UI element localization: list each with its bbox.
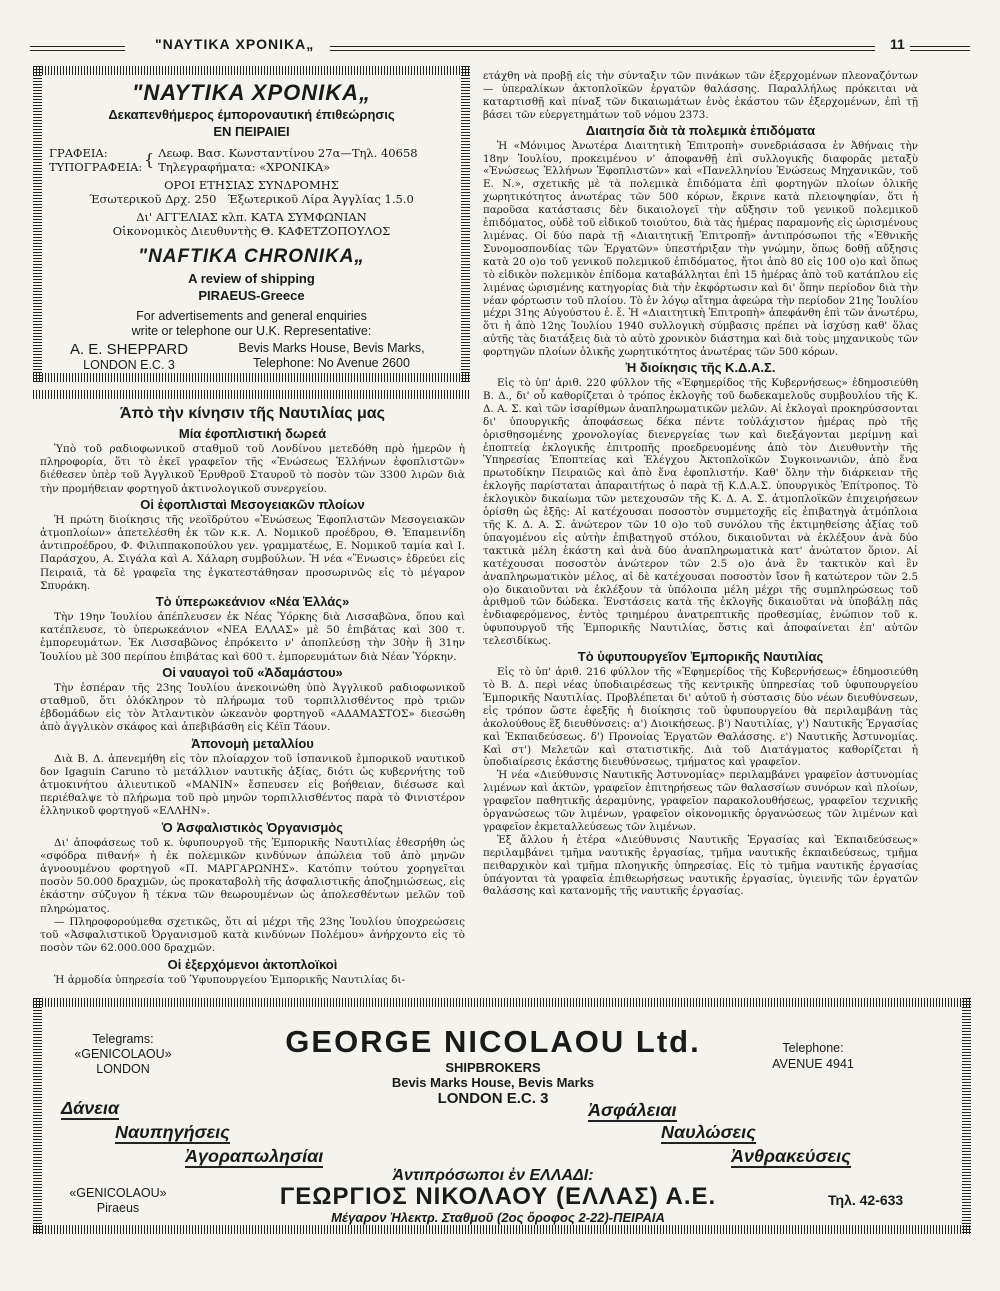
rep-address: Bevis Marks House, Bevis Marks, [238, 341, 425, 355]
telegrams-block [73, 1032, 173, 1077]
phone-label: Telephone: [782, 1041, 844, 1055]
article-text: — Πληροφορούμεθα σχετικῶς, ὅτι αἱ μέχρι τῆς 23ης Ἰουλίου ὑποχρεώσεις τοῦ «Ἀσφαλιστικοῦ Ὀργανισμοῦ κατὰ κινδύνων Πολέμου» ἀνήρχοντο εἰς τὸ ποσὸν τῶν 62.000.000 δραχμῶν. [40, 915, 465, 955]
masthead-box [33, 66, 470, 382]
company-address: Bevis Marks House, Bevis Marks [391, 1075, 595, 1090]
right-column [483, 70, 918, 898]
article-text: Ἐξ ἄλλου ἡ ἑτέρα «Διεύθυνσις Ναυτικῆς Ἐργασίας καὶ Ἐκπαιδεύσεως» περιλαμβάνει τμῆμα ναυτικῆς ἐργασίας, τμῆμα ναυτικῆς ἐκπαιδεύσεως, τμῆμα πειθαρχικὸν καὶ τμῆμα πλοηγικῆς ὑπηρεσίας. Εἰς τὸ τμῆμα ναυτικῆς ἐργασίας ὑπάγονται τὰ γραφεῖα ἐπιθεωρήσεως ναυτικῆς ἐργασίας, ὑγιεινῆς τῶν ἐργατῶν θαλάσσης καὶ κατανομῆς τῆς ναυτικῆς ἐργασίας. [483, 833, 918, 898]
representative-block [49, 341, 454, 373]
terms-title: ΟΡΟΙ ΕΤΗΣΙΑΣ ΣΥΝΔΡΟΜΗΣ [164, 178, 339, 192]
terms-inner: Έσωτερικοῦ Δρχ. 250 [89, 192, 217, 206]
director-line: Οἰκονομικὸς Διευθυντὴς Θ. ΚΑΦΕΤΖΟΠΟΥΛΟΣ [112, 224, 391, 238]
company-city: LONDON E.C. 3 [437, 1090, 549, 1107]
agents-title: Ἀντιπρόσωποι ἐν ΕΛΛΑΔΙ: [392, 1167, 594, 1184]
service-bunkering: Ἀνθρακεύσεις [731, 1146, 851, 1166]
article-title: Τὸ ὑφυπουργεῖον Ἐμπορικῆς Ναυτιλίας [577, 649, 824, 665]
company-block [213, 1024, 773, 1108]
rep-city: LONDON E.C. 3 [83, 358, 175, 372]
review-en: A review of shipping [188, 271, 315, 286]
header-rule [330, 46, 875, 51]
article-text: Ἡ «Μόνιμος Ἀνωτέρα Διαιτητικὴ Ἐπιτροπὴ» συνεδριάσασα ἐν Ἀθήναις τὴν 18ην Ἰουλίου, προκειμένου ν' ἀποφανθῇ ἐπὶ συλλογικῆς διαφορᾶς μεταξὺ «Ἑνώσεως Ἑλλήνων Ἐφοπλιστῶν» καὶ «Πανελληνίου Ἑνώσεως Μηχανικῶν, τοῦ Ε. Ν.», σχετικῆς μὲ τὰ πολεμικὰ ἐπιδόματα ἐπὶ φορτηγῶν πλοίων ὁλικῆς χωρητικότητος ἀνωτέρας τῶν 500 κόρων, ἔκρινε κατὰ πλειοψηφίαν, ὅτι ἡ παροῦσα κατάστασις δὲν δικαιολογεῖ τὴν αὔξησιν τοῦ γενικοῦ πολεμικοῦ ἐπιδόματος, οὐδὲ τοῦ εἰδικοῦ τοιούτου, διὰ τὰς ἡμέρας παραμονῆς εἰς ὡρισμένους λιμένας. Οἱ δύο παρὰ τῇ «Διαιτητικῇ Ἐπιτροπῇ» ἀντιπρόσωποι τῆς «Ἐθνικῆς Συνομοσπονδίας τῶν Ἐργατῶν» ὑπεστήριξαν τὴν γνώμην, ὅπως δοθῇ αὔξησις κατὰ 20 ο)ο τοῦ γενικοῦ πολεμικοῦ ἐπιδόματος, ἤτοι ἀπὸ 80 εἰς 100 ο)ο καὶ ὅπως τὸ εἰδικὸν πολεμικὸν ἐπίδομα καταβάλληται ἐπὶ 15 ἡμέρας ἀπὸ τοῦ κατάπλου εἰς λιμένας ὡρισμένης κατηγορίας διὰ τὴν ἐκφόρτωσιν καὶ δι' ὅπην περίοδον διὰ τὴν νέαν φόρτωσιν τοῦ πλοίου. Τὸ ἐν λόγῳ αἴτημα ἀφεώρα τὴν περίοδον 21ης Ἰουλίου μέχρι 31ης Αὐγούστου ἐ. ἔ. Ἡ «Διαιτητικὴ Ἐπιτροπὴ» ἀπεφάνθη ἐπὶ τῶν ἀνωτέρω, ὅτι ἡ ἀπὸ 12ης Ἰουλίου 1940 συλλογικὴ σύμβασις πρέπει νὰ ἰσχύσῃ καθ' ὅλας αὐτῆς τὰς διατάξεις διὰ τὸ αὐτὸ χρονικὸν διάστημα καὶ διὰ τοὺς μηχανικοὺς τῶν φορτηγῶν πλοίων ὁλικῆς χωρητικότητος ἀνωτέρας τῶν 500 κόρων. [483, 139, 918, 359]
article-title: Μία έφοπλιστική δωρεά [178, 426, 327, 441]
service-insurance: Ἀσφάλειαι [588, 1100, 677, 1120]
offices-value: Λεωφ. Βασ. Κωνσταντίνου 27α—Τηλ. 40658 [158, 146, 418, 160]
greek-company-block [203, 1184, 793, 1225]
telegrams-label: Telegrams: [92, 1032, 154, 1046]
telegrams-city: LONDON [96, 1062, 150, 1076]
article-text: Ὑπὸ τοῦ ραδιοφωνικοῦ σταθμοῦ τοῦ Λονδίνου μετεδόθη πρὸ ἡμερῶν ἡ πληροφορία, ὅτι τὸ ἐκεῖ γραφεῖον τῆς «Ἐνώσεως Ἑλλήνων ἐφοπλιστῶν» διέθεσεν ὑπὲρ τοῦ Ἀγγλικοῦ Ἐρυθροῦ Σταυροῦ τὸ ποσὸν τῶν 3300 λιρῶν διὰ τὴν προμήθειαν φορτηγοῦ ἀκτινολογικοῦ συνεργείου. [40, 443, 465, 495]
article-text: Τὴν ἑσπέραν τῆς 23ης Ἰουλίου ἀνεκοινώθη ὑπὸ Ἀγγλικοῦ ραδιοφωνικοῦ σταθμοῦ, ὅτι ὁλόκληρον τὸ πλήρωμα τοῦ τορπιλλισθέντος πρὸ τριῶν ἑβδομάδων εἰς τὸν Ἀτλαντικὸν ὠκεανὸν φορτηγοῦ «ΑΔΑΜΑΣΤΟΣ» διεσώθη ἀπὸ ἀγγλικὸν σκάφος καὶ ἀπεβιβάσθη εἰς Κέϊπ Τάουν. [40, 681, 465, 734]
telegrams-address: «GENICOLAOU» [74, 1047, 172, 1061]
company-name: GEORGE NICOLAOU Ltd. [285, 1024, 701, 1059]
greek-telegrams: «GENICOLAOU» [69, 1186, 167, 1200]
article-title: Οἱ ἐφοπλισταὶ Μεσογειακῶν πλοίων [140, 496, 365, 512]
masthead-title: "ΝΑΥΤΙΚΑ ΧΡΟΝΙΚΑ„ [131, 80, 372, 105]
masthead-place: ΕΝ ΠΕΙΡΑΙΕΙ [213, 124, 290, 139]
left-column [40, 402, 465, 987]
offices-block: ΓΡΑΦΕΙΑ: ΤΥΠΟΓΡΑΦΕΙΑ: { Λεωφ. Βασ. Κωνσταντίνου 27α—Τηλ. 40658 Τηλεγραφήματα: «ΧΡΟΝΙΚΑ» [49, 146, 418, 174]
article-text: ετάχθη νὰ προβῇ εἰς τὴν σύνταξιν τῶν πινάκων τῶν ἐξερχομένων πλεοναζόντων — ὑπεραλίκων ἀκτοπλοϊκῶν ἐργατῶν θαλάσσης. Παραλλήλως πρόκειται νὰ καταρτισθῇ καὶ πίναξ τῶν δικαιωμάτων ἑνὸς ἑκάστου τῶν ἐξερχομένων, ἐπὶ τῇ βάσει τῶν εὐεργετημάτων τοῦ νόμου 2373. [483, 70, 918, 121]
service-loans: Δάνεια [61, 1098, 120, 1118]
masthead-subtitle: Δεκαπενθήμερος έμπορoναυτική έπιθεώρησις [108, 107, 395, 122]
article-title: Οἱ ἐξερχόμενοι ἀκτοπλοϊκοὶ [167, 956, 338, 972]
offices-label: ΓΡΑΦΕΙΑ: [49, 146, 108, 160]
service-sales: Ἀγοραπωλησίαι [185, 1146, 324, 1166]
article-text: Εἰς τὸ ὑπ' ἀριθ. 216 φύλλον τῆς «Ἐφημερίδος τῆς Κυβερνήσεως» ἐδημοσιεύθη τὸ Β. Δ. περὶ νέας ὑποδιαιρέσεως τῆς κεντρικῆς ὑπηρεσίας τοῦ ὑφυπουργείου Ἐμπορικῆς Ναυτιλίας. Προβλέπεται δι' αὐτοῦ ἡ σύστασις δύο νέων διευθύνσεων, εἰς τρόπον ὥστε ἐφεξῆς ἡ διοίκησις τοῦ ὑφυπουργείου θὰ περιλαμβάνῃ τὰς ἀκολούθους ἓξ διευθύνσεις: α') Διοικήσεως. β') Ναυτιλίας, γ') Ναυτικῆς Ἐργασίας καὶ Ἐκπαιδεύσεως. δ') Προνοίας Ἐργατῶν Θαλάσσης. ε') Ναυτικῆς Ἀστυνομίας. Καὶ στ') Μελετῶν καὶ στατιστικῆς. Διὰ τοῦ Διατάγματος καθορίζεται ἡ ὑποδιαίρεσις ἑκάστης διευθύνσεως, τμήματος καὶ γραφεῖον. [483, 666, 918, 769]
masthead-title-en: "NAFTIKA CHRONIKA„ [138, 246, 365, 267]
greek-telegrams-block [63, 1186, 173, 1216]
service-shipbuilding: Ναυπηγήσεις [115, 1122, 230, 1142]
article-title: Διαιτησία διὰ τὰ πολεμικὰ ἐπιδόματα [585, 122, 816, 138]
rep-phone: Telephone: No Avenue 2600 [253, 356, 410, 370]
ads-line: Δι' ΑΓΓΕΛΙΑΣ κλπ. ΚΑΤΑ ΣΥΜΦΩΝΙΑΝ [136, 210, 367, 224]
article-text: Τὴν 19ην Ἰουλίου ἀπέπλευσεν ἐκ Νέας Ὑόρκης διὰ Λισσαβῶνα, ὅπου καὶ κατέπλευσε, τὸ ὑπερωκεάνιον «ΝΕΑ ΕΛΛΑΣ» μὲ 50 ἐπιβάτας καὶ 300 τ. ἐμπορευμάτων. Ἐκ Λισσαβῶνος ἐπρόκειτο ν' ἀποπλεύσῃ τὴν 30ὴν ἢ 31ην Ἰουλίου μὲ 300 περίπου ἐπιβάτας καὶ 600 τ. ἐμπορευμάτων διὰ Νέαν Ὑόρκην. [40, 611, 465, 663]
place-en: PIRAEUS-Greece [198, 288, 305, 303]
advertisement-box [33, 998, 971, 1234]
company-role: SHIPBROKERS [445, 1060, 541, 1075]
section-divider [33, 390, 470, 399]
print-label: ΤΥΠΟΓΡΑΦΕΙΑ: [49, 160, 143, 174]
article-title: Τὸ ὑπερωκεάνιον «Νέα Ἑλλάς» [155, 594, 350, 610]
header-rule [910, 46, 970, 51]
terms-line [49, 192, 454, 206]
telephone-block [758, 1040, 868, 1072]
rep-name: A. E. SHEPPARD [69, 341, 189, 358]
article-text: Ἡ ἁρμοδία ὑπηρεσία τοῦ Ὑφυπουργείου Ἐμπορικῆς Ναυτιλίας δι- [54, 973, 406, 986]
running-title: "ΝΑΥΤΙΚΑ ΧΡΟΝΙΚΑ„ [155, 36, 315, 52]
greek-city: Piraeus [96, 1201, 140, 1215]
greek-company-address: Μέγαρον Ἠλεκτρ. Σταθμοῦ (2ος ὄροφος 2-22)-ΠΕΙΡΑΙΑ [331, 1210, 665, 1225]
article-text: Ἡ νέα «Διεύθυνσις Ναυτικῆς Ἀστυνομίας» περιλαμβάνει γραφεῖον ἀστυνομίας λιμένων καὶ ἀκτῶν, γραφεῖον ἐπιτηρήσεως τῶν θαλασσίων συνόρων καὶ πλοίων, γραφεῖον παθητικῆς ἀεραμύνης, γραφεῖον παρακολουθήσεως, γραφεῖον τεχνικῆς ὀργανώσεως τῶν λιμένων, γραφεῖον οἰκονομικῆς ὀργανώσεως τῶν λιμένων καὶ γραφεῖον ἐκμεταλλεύσεως τῶν λιμένων. [483, 769, 918, 833]
article-title: Ἀπονομὴ μεταλλίου [191, 735, 314, 751]
article-text: Διὰ Β. Δ. ἀπενεμήθη εἰς τὸν πλοίαρχον τοῦ ἰσπανικοῦ ἐμπορικοῦ ναυτικοῦ δον Igaguin Caruno τὸ μετάλλιον ναυτικῆς ἀξίας, διότι ὡς κυβερνήτης τοῦ ἀτμοκινήτου ἁλιευτικοῦ «ΜΑΝΙΝ» ἔσπευσεν εἰς βοήθειαν, διέσωσε καὶ περιέθαλψε τὸ πλήρωμα τοῦ πρὸ μηνῶν τορπιλλισθέντος παρὰ τὸ Φινιστέρον ἑλληνικοῦ φορτηγοῦ «ΕΛΛΗΝ». [40, 752, 465, 818]
page-number: 11 [890, 36, 905, 52]
header-rule [30, 46, 125, 51]
enquiries-line-2: write or telephone our U.K. Representative: [131, 324, 372, 338]
article-title: Ἡ διοίκησις τῆς Κ.Δ.Α.Σ. [625, 360, 776, 376]
article-text: Εἰς τὸ ὑπ' ἀριθ. 220 φύλλον τῆς «Ἐφημερίδος τῆς Κυβερνήσεως» ἐδημοσιεύθη Β. Δ., δι' οὗ καθορίζεται ὁ τρόπος ἐκλογῆς τοῦ δωδεκαμελοῦς συμβουλίου τῆς Κ. Δ. Α. Σ. καὶ τῶν ἰσαρίθμων ἀναπληρωματικῶν μελῶν. Αἱ ἐκλογαὶ προκηρύσσονται δι' ὑπουργικῆς ἀποφάσεως δέκα πέντε τοὐλάχιστον ἡμέρας πρὸ τῆς ὁρισθησομένης χρονολογίας διενεργείας των καὶ διεξάγονται μερίμνῃ καὶ ἐποπτείᾳ ἐκλογικῆς ἐπιτροπῆς προεδρευομένης ἀπὸ τὸν Διευθυντὴν τῆς Ὑπηρεσίας Ἐποπτείας καὶ Ἐλέγχου Ἀκτοπλοϊκῶν Συγκοινωνιῶν, ἀπὸ ἕνα πρωτοδίκην Πειραιῶς καὶ ἀπὸ ἕνα ἐφοπλιστήν. Καθ' ὅλην τὴν διάρκειαν τῆς ἐκλογῆς παρίσταται ἀπαραιτήτως ὁ παρὰ τῇ Κ.Δ.Α.Σ. ὑπουργικὸς Ἐπίτροπος. Τὸ ἐκλογικὸν δικαίωμα τῶν μετεχουσῶν τῆς Κ. Δ. Α. Σ. ἀτμοπλοϊκῶν ἐπιχειρήσεων ὁρίσθη ὡς ἑξῆς: Αἱ κατέχουσαι ποσοστὸν συμμετοχῆς εἰς ἐπιβατηγὰ ἀτμόπλοια τῆς Κ. Δ. Α. Σ. ἀνώτερον τῶν 10 ο)ο τοῦ συνόλου τῆς ἐκτιμηθείσης ἀξίας τοῦ ὑπαγομένου εἰς αὐτὴν ἐπιβατηγοῦ στόλου, δικαιοῦνται νὰ ἐκλέξουν ἀνὰ δύο τακτικὰ μέλη ἑκάστη καὶ ἀνὰ δύο ἀναπληρωματικὰ κατ' ἀνώτατον ὅριον. Αἱ κατέχουσαι ποσοστὸν ἀνώτερον τῶν 2.5 ο)ο ἀνὰ ἓν τακτικὸν καὶ ἓν ἀναπληρωματικὸν μέλος, αἱ δὲ κατέχουσαι ποσοστὸν ἴσον ἢ κατώτερον τῶν 2.5 ο)ο δικαιοῦνται νὰ ἐκλέξουν τὰ ὑπόλοιπα μέλη μέχρι τῆς συμπληρώσεως τοῦ ἀριθμοῦ τῶν δώδεκα. Ἐνστάσεις κατὰ τῆς ἐκλογῆς δικαιοῦται νὰ ὑποβάλῃ πᾶς ἐνδιαφερόμενος, ἐντὸς τριημέρου ἀνατρεπτικῆς προθεσμίας, ἐνώπιον τοῦ κ. ὑφυπουργοῦ τῆς Ἐμπορικῆς Ναυτιλίας, ὅστις καὶ ἀποφαίνεται ἐπ' αὐτῶν τελεσιδίκως. [483, 377, 918, 648]
greek-phone: Τηλ. 42-633 [828, 1192, 904, 1208]
service-charters: Ναυλώσεις [661, 1122, 756, 1142]
enquiries-line-1: For advertisements and general enquiries [136, 309, 367, 323]
article-title: Ὁ Ἀσφαλιστικὸς Ὀργανισμὸς [161, 819, 344, 835]
terms-outer: Έξωτερικοῦ Λίρα Ἀγγλίας 1.5.0 [227, 192, 414, 206]
section-title: Άπὸ τὴν κίνησιν τῆς Ναυτιλίας μας [120, 405, 385, 422]
article-text: Ἡ πρώτη διοίκησις τῆς νεοϊδρύτου «Ἐνώσεως Ἐφοπλιστῶν Μεσογειακῶν ἀτμοπλοίων» ἀπετελέσθη ἐκ τῶν κ.κ. Λ. Νομικοῦ προέδρου, Θ. Ἐπαμεινίδη ἀντιπροέδρου, Φ. Φιλιππακοπούλου γεν. γραμματέως, Ε. Νομικοῦ ταμία καὶ Ι. Παράσχου, Α. Σιγάλα καὶ Α. Χάλαρη συμβούλων. Ἡ νέα «Ἕνωσις» ἐδρεύει εἰς Πειραιᾶ, τὰ δὲ γραφεῖα της ἐγκατεστάθησαν προσωρινῶς εἰς τὸ μέγαρον Σπυράκη. [40, 513, 465, 592]
greek-company-name: ΓΕΩΡΓΙΟΣ ΝΙΚΟΛΑΟΥ (ΕΛΛΑΣ) Α.Ε. [279, 1183, 717, 1210]
article-text: Δι' ἀποφάσεως τοῦ κ. ὑφυπουργοῦ τῆς Ἐμπορικῆς Ναυτιλίας ἐθεσρήθη ὡς «σφόδρα πιθανή» ἡ ἐκ πολεμικῶν κινδύνων ἀπώλεια τοῦ ἀπὸ μηνῶν ἀγνοουμένου φορτηγοῦ «Π. ΜΑΡΓΑΡΩΝΗΣ». Κατόπιν τούτου χορηγεῖται ποσὸν 50.000 δραχμῶν, ὡς προκαταβολὴ τῆς ἀσφαλιστικῆς ἀποζημιώσεως, εἰς ἑκάστην σύζυγον ἢ τέκνα τῶν θεωρουμένων ὡς ἀπολεσθέντων μελῶν τοῦ πληρώματος. [40, 836, 465, 915]
print-value: Τηλεγραφήματα: «ΧΡΟΝΙΚΑ» [158, 160, 331, 174]
article-title: Οἱ ναυαγοὶ τοῦ «Ἀδαμάστου» [162, 664, 343, 680]
running-header [30, 36, 970, 56]
phone-value: AVENUE 4941 [772, 1057, 854, 1071]
